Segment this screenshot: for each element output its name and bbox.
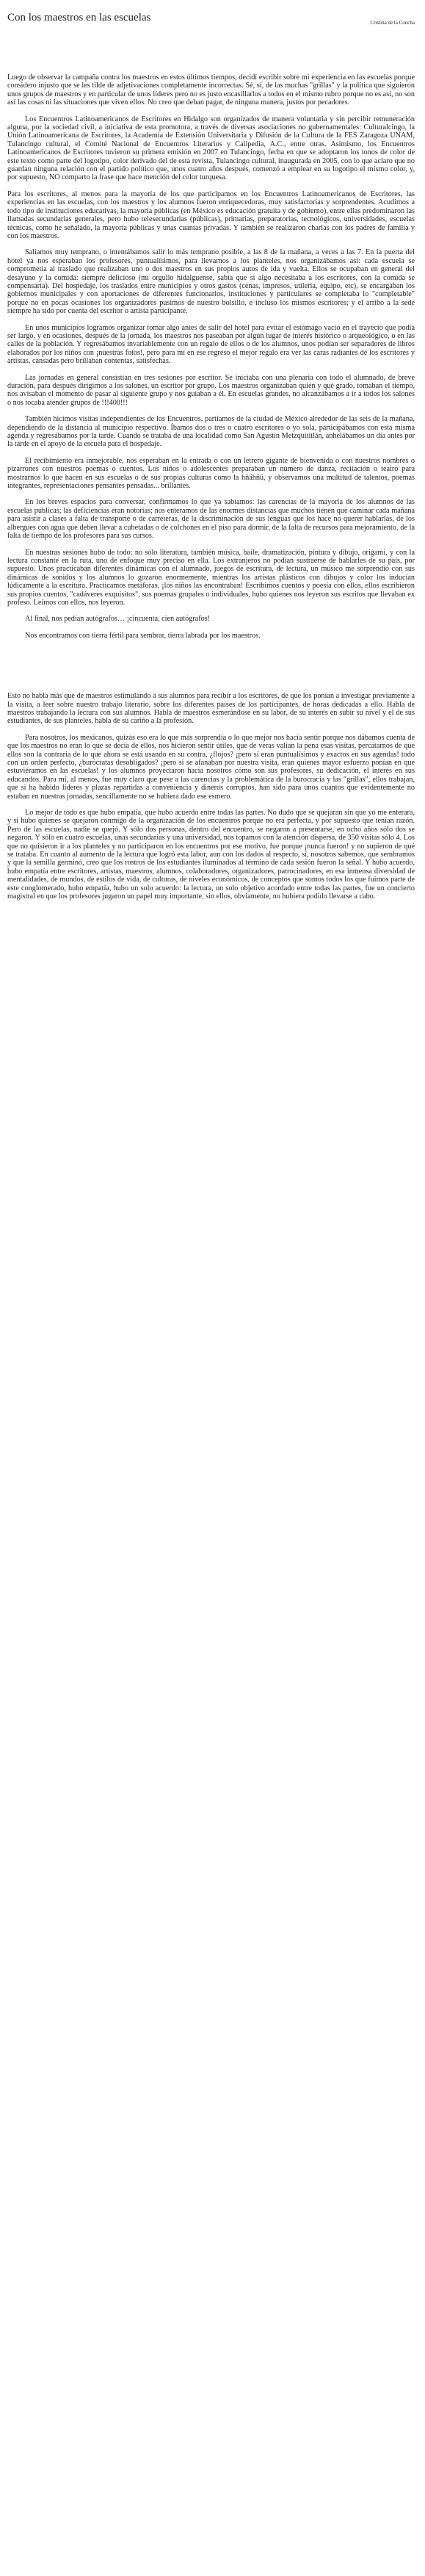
paragraph: Los Encuentros Latinoamericanos de Escritores en Hidalgo son organizados de manera voluntaria y sin percibir remuneración alguna, por la sociedad civil, a iniciativa de esta promotora, a través de diversas asociaciones no gubernamentales: Culturalcingo, la Unión Latinoamericana de Escritores, la Academia de Extensión Universitaria y Difusión de la Cultura de la FES Zaragoza UNAM, Tulancingo cultural, el Comité Nacional de Encuentros Literarios y Calipedia, A.C., entre otras. Asimismo, los Encuentros Latinoamericanos de Escritores tuvieron su primera emisión en 2007 en Tulancingo, fecha en que se adoptaron los tonos de color de este texto como parte del logotipo, color derivado del de esta revista, Tulancingo cultural, inaugurada en 2005, con lo que aclaro que no guardan ninguna relación con el partido político que, unos cuatro años después, comenzó a emplear en su logotipo el mismo color, y, por supuesto, NO comparto la frase que hace mención del color turquesa. <box>7 115 415 182</box>
paragraph: Las jornadas en general consistían en tres sesiones por escritor. Se iniciaba con una plenaria con todo el alumnado, de breve duración, para después dirigirnos a los salones, un escritor por grupo. Los maestros organizaban quién y qué grado, tomaban el tiempo, nos avisaban el momento de pasar al siguiente grupo y nos guiaban a él. En escuelas grandes, no alcanzábamos a ir a todos los salones o nos tocaba atender grupos de !!!400!!! <box>7 373 415 407</box>
paragraph: Para los escritores, al menos para la mayoría de los que participamos en los Encuentros Latinoamericanos de Escritores, las experiencias en las escuelas, con los maestros y los alumnos fueron enriquecedoras, muy satisfactorias y sorprendentes. Acudimos a todo tipo de instituciones educativas, la mayoría públicas (en México es educación gratuita y de gobierno), entre ellas predominaron las llamadas secundarias generales, pero hubo telesecundarias (públicas), primarias, preparatorias, tecnológicos, universidades, escuelas técnicas, como he señalado, la mayoría públicas y unas cuantas privadas. Y también se realizaron charlas con los padres de familia y con los maestros. <box>7 190 415 240</box>
section-1 <box>7 73 415 640</box>
document-body <box>7 73 415 909</box>
paragraph: Salíamos muy temprano, o intentábamos salir lo más temprano posible, a las 8 de la mañana, a veces a las 7. En la puerta del hotel ya nos esperaban los profesores, puntualísimos, para llevarnos a los planteles, nos organizábamos así: cada escuela se comprometía al traslado que realizaban uno o dos maestros en sus propios autos de ida y vuelta. Ellos se ocupaban en general del desayuno y la comida: siempre delicioso (mi orgullo hidalguense, sabía que si algo necesitaba a los escritores, con la comida se compensaría). Del hospedaje, los traslados entre municipios y otros gastos (cenas, impresos, utilería, equipo, etc), se encargaban los gobiernos municipales y con aportaciones de diferentes funcionarios, instituciones y particulares se completaba lo "completable" porque no en pocas ocasiones los organizadores pusimos de nuestro bolsillo, e incluso los mismos escritores; y el arribo a la sede siempre ha sido por cuenta del escritor o artista participante. <box>7 248 415 316</box>
paragraph: Esto no habla más que de maestros estimulando a sus alumnos para recibir a los escritores, de que los ponían a investigar previamente a la visita, a leer sobre nuestro trabajo literario, sobre los diferentes países de los participantes, de horas dedicadas a ello. Habla de maestros trabajando la lectura con sus alumnos. Habla de maestros esmerándose en su labor, de su interés en subir su nivel y el de sus estudiantes, de sus planteles, habla de su cariño a la profesión. <box>7 692 415 726</box>
paragraph: Al final, nos pedían autógrafos… ¡cincuenta, cien autógrafos! <box>25 615 211 624</box>
section-spacer <box>7 648 415 692</box>
paragraph: En unos municipios logramos organizar tomar algo antes de salir del hotel para evitar el estómago vacío en el trayecto que podía ser largo, y en ocasiones, después de la jornada, los maestros nos paseaban por algún lugar de interés histórico o arqueológico, o en las calles de la población. Y regresábamos invariablemente con un regalo de ellos o de los alumnos, unos podían ser separadores de libros elaborados por los niños con ¡nuestras fotos!, pero para mí en ese regreso el mejor regalo era ver las caras radiantes de los escritores y artistas, cansadas pero brillaban contentas, satisfechas. <box>7 323 415 366</box>
author-name: Cristina de la Concha <box>370 20 415 26</box>
paragraph: Nos encontramos con tierra fértil para sembrar, tierra labrada por los maestros. <box>25 631 261 640</box>
paragraph: El recibimiento era inmejorable, nos esperaban en la entrada o con un letrero gigante de bienvenida o con nuestros nombres o pizarrones con nuestros poemas o cuentos. Los niños o adolescentes preparaban un número de danza, recitación o teatro para mostrarnos lo que hacen en sus escuelas o de sus propias culturas como la hñähñü, y observamos una multitud de talentos, poemas íntegrantes, representaciones pensantes pensadas... brillantes. <box>7 456 415 491</box>
paragraph: En nuestras sesiones hubo de todo: no sólo literatura, también música, baile, dramatización, pintura y dibujo, origami, y con la lectura constante en la ruta, uno de enfoque muy preciso en ella. Los extranjeros no podían sustraerse de hablarles de su país, por supuesto. Unos practicaban diferentes dinámicas con el alumnado, juegos de escritura, de lectura, un músico me sorprendió con sus dinámicas de sonidos y los alumnos lo gozaron enormemente, mientras los artistas plásticos con dibujos y color los inducían lúdicamente a la escritura. Practicamos metáforas, ¡los niños las encontraban! Escribimos cuentos y poesía con ellos, ellos escribieron sus propios cuentos, "cadáveres exquisitos", sus poemas grupales o individuales, hubo quienes nos leyeron sus escritos que llevaban ex profeso. Leímos con ellos, nos leyeron. <box>7 548 415 607</box>
paragraph: Lo mejor de todo es que hubo empatía, que hubo acuerdo entre todas las partes. No dudo que se quejaran sin que yo me enterara, y si hubo quienes se quejaron conmigo de la organización de los encuentros porque no era perfecta, y por supuesto que tenían razón. Pero de las escuelas, nadie se quejó. Y sólo dos personas, dentro del encuentro, se negaron a presentarse, en ocho años sólo dos se negaron. Y sólo en cuatro escuelas, unas secundarias y una universidad, nos topamos con la atención dispersa, de 350 visitas sólo 4. Los que no quisieron ir a los planteles y no participaron en los encuentros por ese motivo, fue porque ¡nunca fueron! y no supieron de qué se trataba. En cuanto al aumento de la lectura que logró esta labor, aun con los dados al respecto, sí, nosotros sabemos, que sembramos y que la semilla germinó, creo que los rostros de los estudiantes iluminados al término de cada sesión fueron la señal. Y hubo acuerdo, hubo empatía entre escritores, artistas, maestros, alumnos, colaboradores, organizadores, patrocinadores, en esa inmensa diversidad de mentalidades, de mundos, de estilos de vida, de culturas, de niveles económicos, de conceptos que somos todos los que fuimos parte de este conglomerado, hubo empatía, hubo un solo acuerdo: la lectura, un solo objetivo acordado entre todas las partes, fue un concierto magistral en que los profesores jugaron un papel muy importante, sin ellos, obviamente, no hubiera podido llevarse a cabo. <box>7 809 415 901</box>
paragraph: Para nosotros, los mexicanos, quizás eso era lo que más sorprendía o lo que mejor nos hacía sentir porque nos dábamos cuenta de que los maestros no eran lo que se decía de ellos, nos hicieron sentir útiles, que de veras valían la pena esas visitas, percatarnos de que ellos son la contraria de lo que ahora se está usando en su contra, ¿flojos? ¡pero si eran puntualísimos y exactos en sus agendas! todo con un orden perfecto, ¿burócratas desobligados? ¡pero si se afanaban por nuestra visita, eran quienes mayor esfuerzo ponían en que estuviéramos en las escuelas! y los alumnos proyectaron hacia nosotros cómo son sus profesores, su dedicación, el interés en sus educandos. Para mí, al menos, fue muy claro que pese a las carencias y la problemática de la burocracia y las "grillas", ellos trabajan, que si ha habido líderes y plazas repartidas a conveniencia y dineros corruptos, han sido para unos cuantos que evidentemente no estaban en nuestras jornadas, sencillamente no se hubiera dado ese esmero. <box>7 733 415 801</box>
section-2 <box>7 692 415 901</box>
paragraph: Luego de observar la campaña contra los maestros en estos últimos tiempos, decidí escribir sobre mi experiencia en las escuelas porque considero injusto que se les tilde de adjetivaciones completamente incorrectas. Sé, sí, de las muchas "grillas" y la política que siguieron unos grupos de maestros y en particular de unos líderes pero no es justo encasillarlos a todos en el mismo rubro porque no es así, no son así las cosas ni las situaciones que viven ellos. No creo que deban pagar, de ninguna manera, justos por pecadores. <box>7 73 415 107</box>
paragraph: También hicimos visitas independientes de los Encuentros, partíamos de la ciudad de México alrededor de las seis de la mañana, dependiendo de la distancia al municipio respectivo. Íbamos dos o tres o cuatro escritores o yo sola, participábamos con esta misma agenda y regresábamos por la tarde. Cuando se trataba de una localidad como San Agustín Metzquititlán, anhelábamos un día antes por la tarde en el apoyo de la escuela para el hospedaje. <box>7 415 415 449</box>
document-title: Con los maestros en las escuelas <box>7 12 151 24</box>
paragraph: En los breves espacios para conversar, confirmamos lo que ya sabíamos: las carencias de la mayoría de los alumnos de las escuelas públicas; las deficiencias eran notorias; nos enteramos de las enormes distancias que muchos tienen que caminar cada mañana para asistir a clases a falta de transporte o de carreteras, de la discriminación de sus lenguas que los hace no querer hablarlas, de los albergues con agua que deben llevar a cubetadas o de colchones en el piso para dormir, de la falta de recursos para mejoramiento, de la falta de tiempo de los profesores para sus cursos. <box>7 498 415 541</box>
